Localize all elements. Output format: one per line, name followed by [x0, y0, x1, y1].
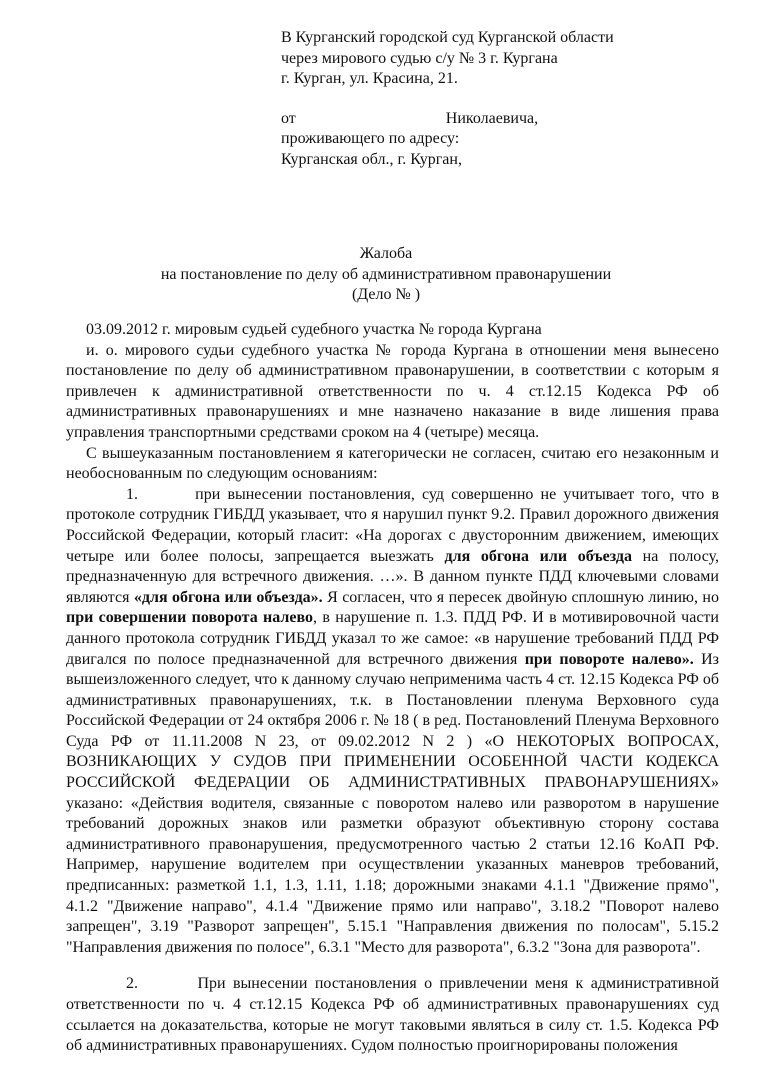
item-text: Из вышеизложенного следует, что к данному случаю неприменима часть 4 ст. 12.15 Кодекса РФ об административных правонарушениях, т.к. в Постановлении пленума Верховного суда Российской Федерации от 24 октября 2006 г. № 18 ( в ред. Постановлений Пленума Верховного Суда РФ от 11.11.2008 N 23, от 09.02.2012 N 2 ) «О НЕКОТОРЫХ ВОПРОСАХ, ВОЗНИКАЮЩИХ У СУДОВ ПРИ ПРИМЕНЕНИИ ОСОБЕННОЙ ЧАСТИ КОДЕКСА РОССИЙСКОЙ ФЕДЕРАЦИИ ОБ АДМИНИСТРАТИВНЫХ ПРАВОНАРУШЕНИЯХ» указано: «Действия водителя, связанные с поворотом налево или разворотом в нарушение требований дорожных знаков или разметки образуют объективную сторону состава административного правонарушения, предусмотренного частью 2 статьи 12.16 КоАП РФ. Например, нарушение водителем при осуществлении указанных маневров требований, предписанных: разметкой 1.1, 1.3, 1.11, 1.18; дорожными знаками 4.1.1 "Движение прямо", 4.1.2 "Движение направо", 4.1.4 "Движение прямо или направо", 3.18.2 "Поворот налево запрещен", 3.19 "Разворот запрещен", 5.15.1 "Направления движения по полосам", 5.15.2 "Направления движения по полосе", 6.3.1 "Место для разворота", 6.3.2 "Зона для разворота". — [66, 650, 720, 956]
item-text: , в нарушение п. 1.3. ПДД РФ. И в мотивировочной части данного протокола сотрудник ГИБДД указал то же самое: «в нарушение требований ПДД РФ двигался по полосе предназначенной для встречного движения — [66, 609, 719, 668]
addressee-line: г. Курган, ул. Красина, 21. — [281, 70, 458, 88]
bold-phrase: при совершении поворота налево — [66, 609, 314, 627]
document-title — [66, 244, 706, 306]
item-text: при вынесении постановления, суд совершенно не учитывает того, что в протоколе сотрудник ГИБДД указывает, что я нарушил пункт 9.2. Правил дорожного движения Российской Федерации, который гласит: «На дорогах с двусторонним движением, имеющих четыре или более полосы, запрещается выезжать — [66, 485, 720, 565]
bold-phrase: при повороте налево». — [524, 650, 694, 668]
item-number: 2. — [126, 975, 138, 993]
numbered-item-1 — [66, 485, 719, 959]
from-prefix: от — [281, 109, 296, 127]
addressee-line: В Курганский городской суд Курганской области — [281, 29, 614, 46]
title-line: на постановление по делу об административном правонарушении — [160, 265, 612, 283]
bold-phrase: «для обгона или объезда». — [133, 588, 323, 606]
document-body — [66, 320, 719, 1057]
residence-line: Курганская обл., г. Курган, — [281, 150, 462, 168]
item-text: При вынесении постановления о привлечении меня к административной ответственности по ч. 4 ст.12.15 Кодекса РФ об административных правонарушениях суд ссылается на доказательства, которые не могут таковыми являться в силу ст. 1.5. Кодекса РФ об административных правонарушениях. Судом полностью проигнорированы положения — [66, 975, 720, 1055]
item-number: 1. — [126, 485, 138, 503]
paragraph: 03.09.2012 г. мировым судьей судебного участка № города Кургана — [86, 321, 542, 338]
numbered-item-2 — [66, 974, 719, 1056]
paragraph: и. о. мирового судьи судебного участка № города Кургана в отношении меня вынесено постановление по делу об административном правонарушении, в соответствии с которым я привлечен к административной ответственности по ч. 4 ст.12.15 Кодекса РФ об административных правонарушениях и мне назначено наказание в виде лишения права управления транспортными средствами сроком на 4 (четыре) месяца. — [66, 341, 719, 441]
addressee-block — [281, 28, 751, 171]
item-text: на полосу, предназначенную для встречного движения. …». В данном пункте ПДД ключевыми словами являются — [66, 547, 719, 606]
sender-patronymic: Николаевича, — [445, 109, 539, 127]
item-text: Я согласен, что я пересек двойную сплошную линию, но — [322, 588, 719, 606]
title-line: Жалоба — [359, 245, 413, 262]
sender-line — [281, 109, 751, 130]
bold-phrase: для обгона или объезда — [444, 547, 632, 565]
addressee-line: через мирового судью с/у № 3 г. Кургана — [281, 49, 558, 67]
paragraph: С вышеуказанным постановлением я категорически не согласен, считаю его незаконным и необоснованным по следующим основаниям: — [66, 444, 719, 483]
residence-line: проживающего по адресу: — [281, 130, 460, 148]
case-number-line: (Дело № ) — [351, 286, 421, 304]
